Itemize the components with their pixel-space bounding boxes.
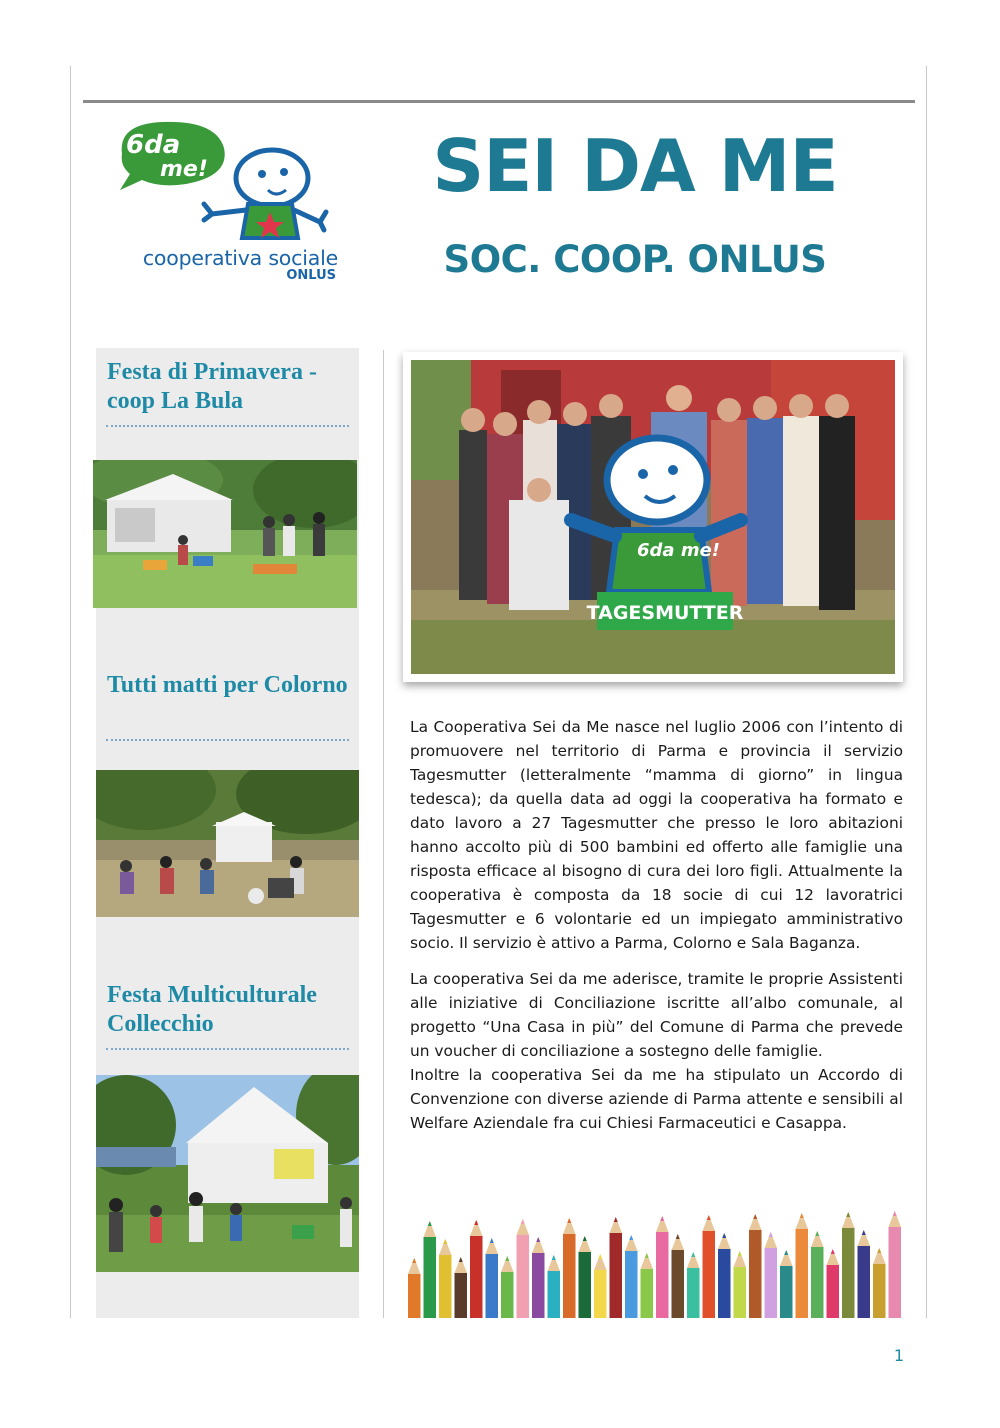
- pencil: [594, 1254, 607, 1318]
- column-divider: [383, 350, 384, 1318]
- pencil: [687, 1252, 700, 1318]
- tagesmutter-sign-text: TAGESMUTTER: [586, 602, 744, 624]
- pencil: [470, 1220, 483, 1318]
- svg-text:me!: me!: [160, 157, 208, 182]
- pencil: [563, 1218, 576, 1318]
- pencil: [780, 1250, 793, 1318]
- header-rule: [83, 100, 915, 103]
- mascot-text: 6da me!: [637, 540, 720, 561]
- pencil: [625, 1235, 638, 1318]
- pencil: [408, 1258, 421, 1318]
- dotted-divider: [106, 1048, 349, 1050]
- sidebar-heading-tutti-matti: Tutti matti per Colorno: [107, 672, 348, 698]
- pencil: [501, 1256, 514, 1318]
- pencil: [827, 1249, 840, 1318]
- pencil: [811, 1231, 824, 1318]
- sidebar-photo-multicultural-festival: [96, 1075, 359, 1272]
- pencil: [796, 1213, 809, 1318]
- pencil: [718, 1233, 731, 1318]
- pencil: [439, 1239, 452, 1318]
- logo-caption-line2: ONLUS: [286, 268, 336, 283]
- pencil: [641, 1253, 654, 1318]
- sidebar-heading-festa-primavera: Festa di Primavera - coop La Bula: [107, 359, 317, 414]
- pencil: [548, 1255, 561, 1318]
- svg-text:6da: 6da: [126, 130, 181, 160]
- pencil: [858, 1230, 871, 1318]
- sidebar-heading-festa-multiculturale: Festa Multiculturale Collecchio: [107, 982, 317, 1037]
- right-margin-line: [926, 66, 927, 1318]
- pencil: [703, 1215, 716, 1318]
- logo-caption: [128, 246, 338, 283]
- pencil: [532, 1237, 545, 1318]
- pencil: [889, 1211, 902, 1318]
- body-paragraph: Inoltre la cooperativa Sei da me ha stipulato un Accordo di Convenzione con diverse aziende di Parma attente e sensibili al Welfare Aziendale fra cui Chiesi Farmaceutici e Casappa.: [410, 1066, 903, 1132]
- pencil: [424, 1221, 437, 1318]
- sidebar-photo-park-gathering: [96, 770, 359, 917]
- pencil: [455, 1257, 468, 1318]
- pencil: [486, 1238, 499, 1318]
- main-photo-frame: [403, 352, 903, 682]
- pencil: [610, 1217, 623, 1318]
- pencil: [749, 1214, 762, 1318]
- page-number: 1: [893, 1346, 904, 1365]
- sidebar-photo-garden-party: [93, 460, 357, 608]
- body-paragraph: La cooperativa Sei da me aderisce, tramite le proprie Assistenti alle iniziative di Conciliazione iscritte all’albo comunale, al progetto “Una Casa in più” del Comune di Parma che prevede un voucher di conciliazione a sostegno delle famiglie.: [410, 970, 903, 1060]
- pencil: [656, 1216, 669, 1318]
- pencil: [579, 1236, 592, 1318]
- dotted-divider: [106, 739, 349, 741]
- main-body-text: [410, 715, 903, 1135]
- body-paragraph: La Cooperativa Sei da Me nasce nel luglio 2006 con l’intento di promuovere nel territorio di Parma e provincia il servizio Tagesmutter (letteralmente “mamma di giorno” in lingua tedesca); da quella data ad oggi la cooperativa ha formato e dato lavoro a 27 Tagesmutter che presso le loro abitazioni hanno accolto più di 500 bambini ed offerto alle famiglie una risposta efficace al bisogno di cura dei loro figli. Attualmente la cooperativa è composta da 18 socie di cui 12 lavoratrici Tagesmutter e 6 volontarie ed un impiegato amministrativo socio. Il servizio è attivo a Parma, Colorno e Sala Baganza.: [410, 718, 903, 952]
- colored-pencils-decoration: [407, 1190, 903, 1318]
- pencil: [734, 1251, 747, 1318]
- pencil: [765, 1232, 778, 1318]
- pencil: [672, 1234, 685, 1318]
- pencil: [873, 1248, 886, 1318]
- pencil: [517, 1219, 530, 1318]
- left-margin-line: [70, 66, 71, 1318]
- dotted-divider: [106, 425, 349, 427]
- pencil: [842, 1212, 855, 1318]
- logo-caption-line1: cooperativa sociale: [142, 246, 338, 270]
- page-subtitle: SOC. COOP. ONLUS: [443, 238, 827, 281]
- page-title: SEI DA ME: [432, 124, 838, 208]
- group-photo-tagesmutter: [411, 360, 895, 674]
